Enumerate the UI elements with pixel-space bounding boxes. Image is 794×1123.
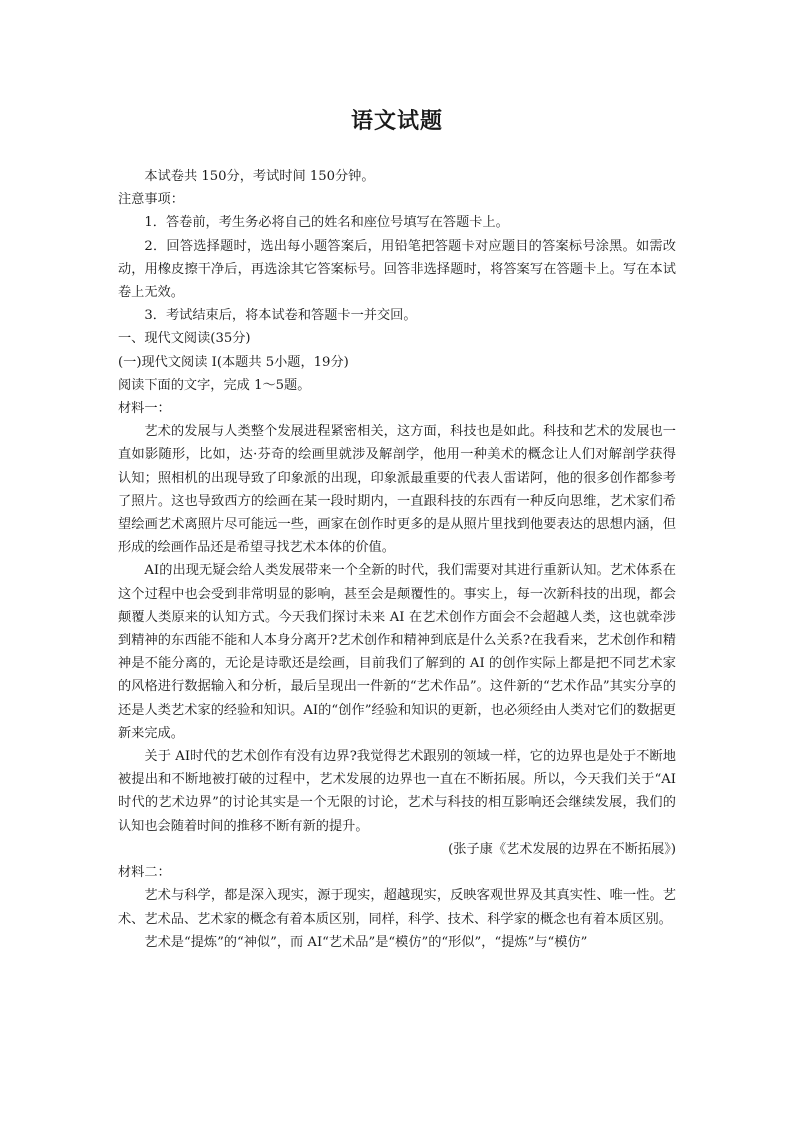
material-1-paragraph-2: AI的出现无疑会给人类发展带来一个全新的时代，我们需要对其进行重新认知。艺术体系在这个过程中也会受到非常明显的影响，甚至会是颠覆性的。事实上，每一次新科技的出现，都会颠覆人类原来的认知方式。今天我们探讨未来 AI 在艺术创作方面会不会超越人类，这也就牵涉到精神的东西能不能和人本身分离开?艺术创作和精神到底是什么关系?在我看来，艺术创作和精神是不能分离的，无论是诗歌还是绘画，目前我们了解到的 AI 的创作实际上都是把不同艺术家的风格进行数据输入和分析，最后呈现出一件新的“艺术作品”。这件新的“艺术作品”其实分享的还是人类艺术家的经验和知识。AI的“创作”经验和知识的更新，也必须经由人类对它们的数据更新来完成。 <box>118 563 676 741</box>
material-1-paragraph-3: 关于 AI时代的艺术创作有没有边界?我觉得艺术跟别的领域一样，它的边界也是处于不断地被提出和不断地被打破的过程中，艺术发展的边界也一直在不断拓展。所以，今天我们关于“AI 时代的艺术边界”的讨论其实是一个无限的讨论，艺术与科技的相互影响还会继续发展，我们的认知也会随着时间的推移不断有新的提升。 <box>118 749 676 834</box>
exam-intro: 本试卷共 150分，考试时间 150分钟。 <box>144 169 375 184</box>
material-1-source: (张子康《艺术发展的边界在不断拓展》) <box>448 841 676 857</box>
reading-instruction: 阅读下面的文字，完成 1～5题。 <box>118 377 311 393</box>
notice-heading: 注意事项： <box>118 192 184 208</box>
notice-item-1: 1．答卷前，考生务必将自己的姓名和座位号填写在答题卡上。 <box>144 215 509 231</box>
material-2-paragraph-1: 艺术与科学，都是深入现实，源于现实，超越现实，反映客观世界及其真实性、唯一性。艺术、艺术品、艺术家的概念有着本质区别，同样，科学、技术、科学家的概念也有着本质区别。 <box>118 888 676 927</box>
subsection-heading: (一)现代文阅读 I(本题共 5小题，19分) <box>118 354 349 370</box>
section-heading: 一、现代文阅读(35分) <box>118 331 251 347</box>
document-body <box>118 165 676 954</box>
material-2-paragraph-2: 艺术是“提炼”的“神似”，而 AI“艺术品”是“模仿”的“形似”，“提炼”与“模仿” <box>144 934 588 950</box>
page-title: 语文试题 <box>350 108 443 134</box>
notice-item-2: 2．回答选择题时，选出每小题答案后，用铅笔把答题卡对应题目的答案标号涂黑。如需改动，用橡皮擦干净后，再选涂其它答案标号。回答非选择题时，将答案写在答题卡上。写在本试卷上无效。 <box>118 238 676 301</box>
notice-item-3: 3．考试结束后，将本试卷和答题卡一并交回。 <box>144 308 417 324</box>
material-1-label: 材料一： <box>118 401 171 417</box>
material-2-label: 材料二： <box>118 865 171 881</box>
material-1-paragraph-1: 艺术的发展与人类整个发展进程紧密相关，这方面，科技也是如此。科技和艺术的发展也一直如影随形，比如，达·芬奇的绘画里就涉及解剖学，他用一种美术的概念让人们对解剖学获得认知；照相机的出现导致了印象派的出现，印象派最重要的代表人雷诺阿，他的很多创作都参考了照片。这也导致西方的绘画在某一段时期内，一直跟科技的东西有一种反向思维，艺术家们希望绘画艺术离照片尽可能远一些，画家在创作时更多的是从照片里找到他要表达的思想内涵，但形成的绘画作品还是希望寻找艺术本体的价值。 <box>118 424 676 556</box>
